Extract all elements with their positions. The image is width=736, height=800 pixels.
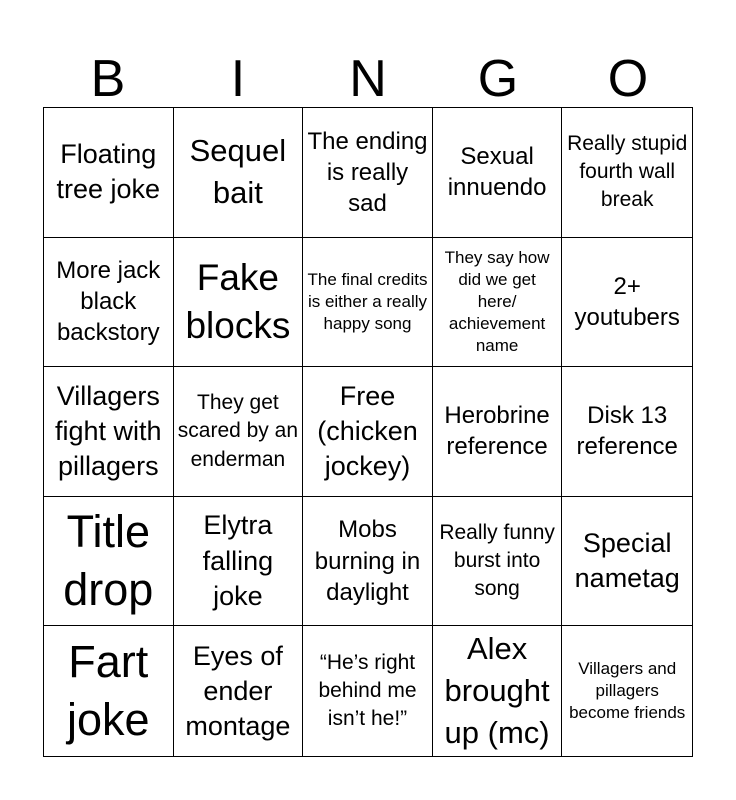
bingo-cell-r4-c2[interactable]: Elytra falling joke [174, 497, 304, 627]
bingo-cell-r3-c5[interactable]: Disk 13 reference [562, 367, 692, 497]
bingo-cell-r5-c4[interactable]: Alex brought up (mc) [433, 626, 563, 756]
header-letter-g: G [477, 50, 519, 108]
bingo-header [43, 44, 693, 108]
bingo-cell-r1-c2[interactable]: Sequel bait [174, 108, 304, 238]
bingo-cell-r1-c4[interactable]: Sexual innuendo [433, 108, 563, 238]
bingo-cell-r3-c4[interactable]: Herobrine reference [433, 367, 563, 497]
bingo-cell-r2-c2[interactable]: Fake blocks [174, 238, 304, 368]
header-letter-n: N [349, 50, 387, 108]
bingo-cell-r5-c3[interactable]: “He’s right behind me isn’t he!” [303, 626, 433, 756]
bingo-cell-r1-c5[interactable]: Really stupid fourth wall break [562, 108, 692, 238]
bingo-cell-r1-c1[interactable]: Floating tree joke [44, 108, 174, 238]
bingo-cell-r5-c5[interactable]: Villagers and pillagers become friends [569, 659, 686, 723]
bingo-cell-r4-c1[interactable]: Title drop [44, 497, 174, 627]
bingo-cell-r5-c1[interactable]: Fart joke [44, 626, 174, 756]
bingo-cell-r4-c5[interactable]: Special nametag [562, 497, 692, 627]
bingo-cell-r3-c1[interactable]: Villagers fight with pillagers [44, 367, 174, 497]
bingo-card [43, 107, 693, 757]
bingo-cell-r4-c4[interactable]: Really funny burst into song [433, 497, 563, 627]
bingo-cell-r2-c5[interactable]: 2+ youtubers [562, 238, 692, 368]
header-letter-b: B [90, 50, 126, 108]
bingo-cell-r2-c4[interactable]: They say how did we get here/ achievement name [433, 238, 563, 368]
bingo-cell-r3-c3 free-space[interactable]: Free (chicken jockey) [303, 367, 433, 497]
bingo-cell-r3-c2[interactable]: They get scared by an enderman [174, 367, 304, 497]
bingo-cell-r4-c3[interactable]: Mobs burning in daylight [303, 497, 433, 627]
bingo-cell-r2-c1[interactable]: More jack black backstory [44, 238, 174, 368]
header-letter-o: O [607, 50, 649, 108]
bingo-cell-r2-c3[interactable]: The final credits is either a really happy song [303, 238, 433, 368]
header-letter-i: I [230, 50, 246, 108]
bingo-cell-r5-c2[interactable]: Eyes of ender montage [174, 626, 304, 756]
bingo-cell-r1-c3[interactable]: The ending is really sad [303, 108, 433, 238]
